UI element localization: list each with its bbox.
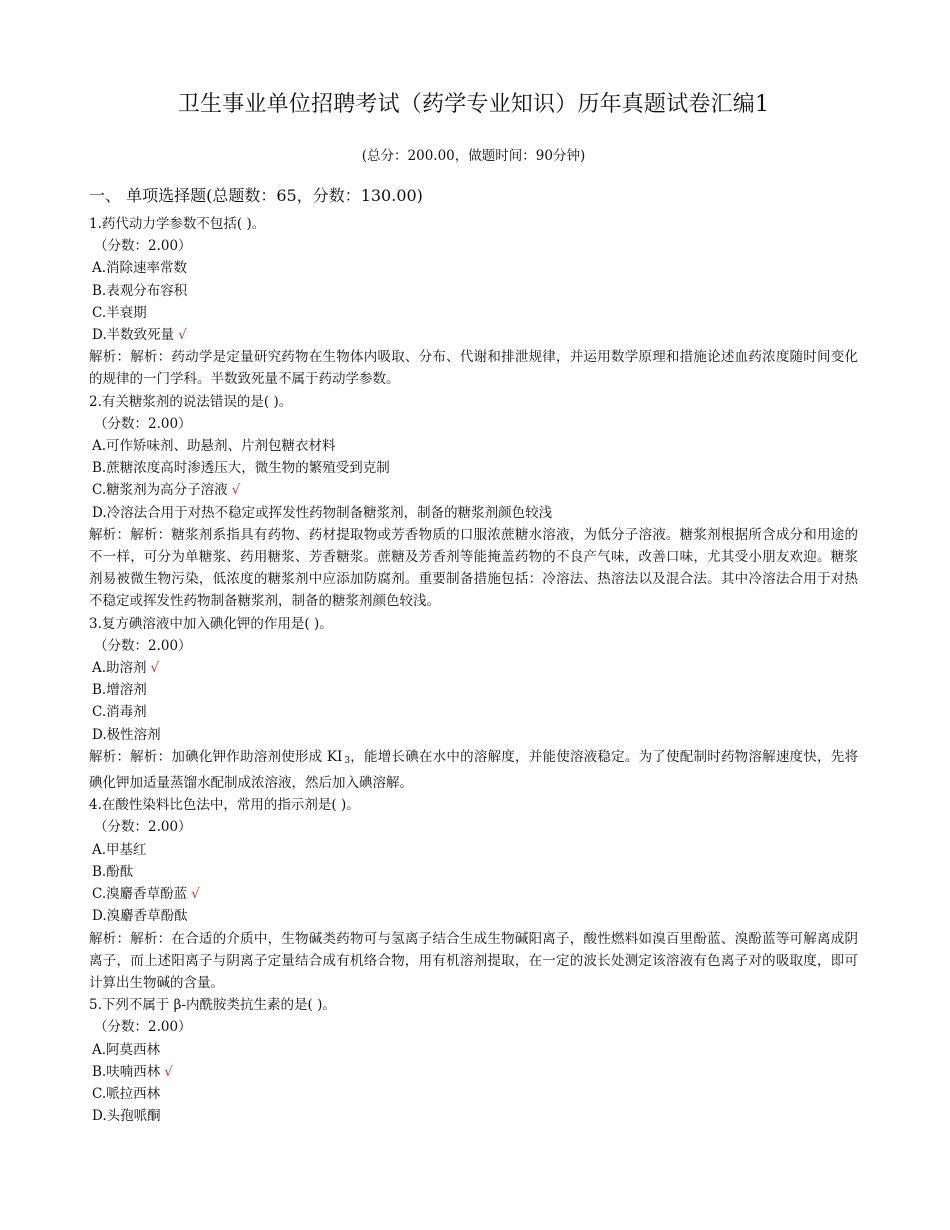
question-stem: 5.下列不属于 β-内酰胺类抗生素的是( )。 [89,997,336,1014]
question-3 [89,613,858,795]
option-d [89,324,858,346]
option-b [89,280,858,302]
option-d [89,502,858,524]
correct-check-icon: √ [150,660,160,677]
option-label: D.半数致死量 [92,327,175,344]
option-label: A.助溶剂 [92,660,147,677]
option-d [89,724,858,746]
option-label: A.甲基红 [92,841,147,858]
option-label: B.表观分布容积 [92,282,188,299]
option-b [89,861,858,883]
analysis-text-after: ，能增长碘在水中的溶解度，并能使溶液稳定。为了使配制时药物溶解速度快，先将碘化钾加适量蒸馏水配制成浓溶液，然后加入碘溶解。 [89,748,859,792]
question-score: （分数：2.00） [94,238,192,255]
option-d [89,905,858,927]
option-b [89,457,858,479]
question-stem: 2.有关糖浆剂的说法错误的是( )。 [89,393,293,410]
option-label: C.哌拉西林 [92,1085,161,1102]
option-a [89,435,858,457]
question-analysis [89,746,858,794]
option-label: C.糖浆剂为高分子溶液 [92,482,228,499]
option-label: A.阿莫西林 [92,1041,161,1058]
question-stem: 1.药代动力学参数不包括( )。 [89,216,266,232]
correct-check-icon: √ [178,327,187,344]
option-c [89,883,858,905]
option-a [89,839,858,861]
option-label: C.消毒剂 [92,704,147,721]
option-b [89,679,858,701]
option-c [89,302,858,324]
section-title: 一、 单项选择题(总题数：65，分数：130.00) [89,186,423,205]
question-stem: 3.复方碘溶液中加入碘化钾的作用是( )。 [89,615,333,632]
question-analysis: 解析：解析：药动学是定量研究药物在生物体内吸取、分布、代谢和排泄规律，并运用数学原理和措施论述血药浓度随时间变化的规律的一门学科。半数致死量不属于药动学参数。 [89,349,858,388]
question-1 [89,213,858,391]
option-label: D.极性溶剂 [92,726,161,743]
option-label: C.溴麝香草酚蓝 [92,886,188,903]
option-a [89,657,858,679]
option-label: D.冷溶法合用于对热不稳定或挥发性药物制备糖浆剂，制备的糖浆剂颜色较浅 [92,504,553,521]
question-score: （分数：2.00） [94,1019,192,1036]
question-analysis: 解析：解析：糖浆剂系指具有药物、药材提取物或芳香物质的口服浓蔗糖水溶液，为低分子溶液。糖浆剂根据所含成分和用途的不一样，可分为单糖浆、药用糖浆、芳香糖浆。蔗糖及芳香剂等能掩盖药物的不良产气味，改善口味，尤其受小朋友欢迎。糖浆剂易被微生物污染，低浓度的糖浆剂中应添加防腐剂。重要制备措施包括：冷溶法、热溶法以及混合法。其中冷溶法合用于对热不稳定或挥发性药物制备糖浆剂，制备的糖浆剂颜色较浅。 [89,526,858,610]
question-score: （分数：2.00） [94,819,192,836]
option-a [89,257,858,279]
option-c [89,701,858,723]
correct-check-icon: √ [164,1063,173,1080]
document-subtitle: (总分：200.00，做题时间：90分钟) [361,148,586,164]
question-2 [89,391,858,613]
option-label: A.可作矫味剂、助悬剂、片剂包糖衣材料 [92,438,336,455]
option-label: B.增溶剂 [92,682,147,699]
question-5 [89,994,858,1127]
option-label: B.酚酞 [92,863,134,880]
option-label: B.呋喃西林 [92,1063,161,1080]
option-c [89,479,858,501]
subscript-number: 3 [344,755,351,766]
option-b [89,1061,858,1083]
option-label: D.头孢哌酮 [92,1108,161,1125]
option-d [89,1105,858,1127]
option-label: C.半衰期 [92,304,147,321]
option-label: A.消除速率常数 [92,260,188,277]
option-c [89,1083,858,1105]
question-score: （分数：2.00） [94,637,192,654]
option-label: D.溴麝香草酚酞 [92,908,188,925]
analysis-text-before: 解析：解析：加碘化钾作助溶剂使形成 KI [89,748,343,765]
question-score: （分数：2.00） [94,415,192,432]
option-a [89,1039,858,1061]
question-analysis: 解析：解析：在合适的介质中，生物碱类药物可与氢离子结合生成生物碱阳离子，酸性燃料如溴百里酚蓝、溴酚蓝等可解离成阴离子，而上述阳离子与阴离子定量结合成有机络合物，用有机溶剂提取，在一定的波长处测定该溶液有色离子对的吸取度，即可计算出生物碱的含量。 [89,930,858,991]
correct-check-icon: √ [231,482,241,499]
question-stem: 4.在酸性染料比色法中，常用的指示剂是( )。 [89,797,360,814]
question-4 [89,794,858,994]
option-label: B.蔗糖浓度高时渗透压大，微生物的繁殖受到克制 [92,460,390,477]
correct-check-icon: √ [191,886,200,903]
document-title: 卫生事业单位招聘考试（药学专业知识）历年真题试卷汇编1 [177,92,770,117]
